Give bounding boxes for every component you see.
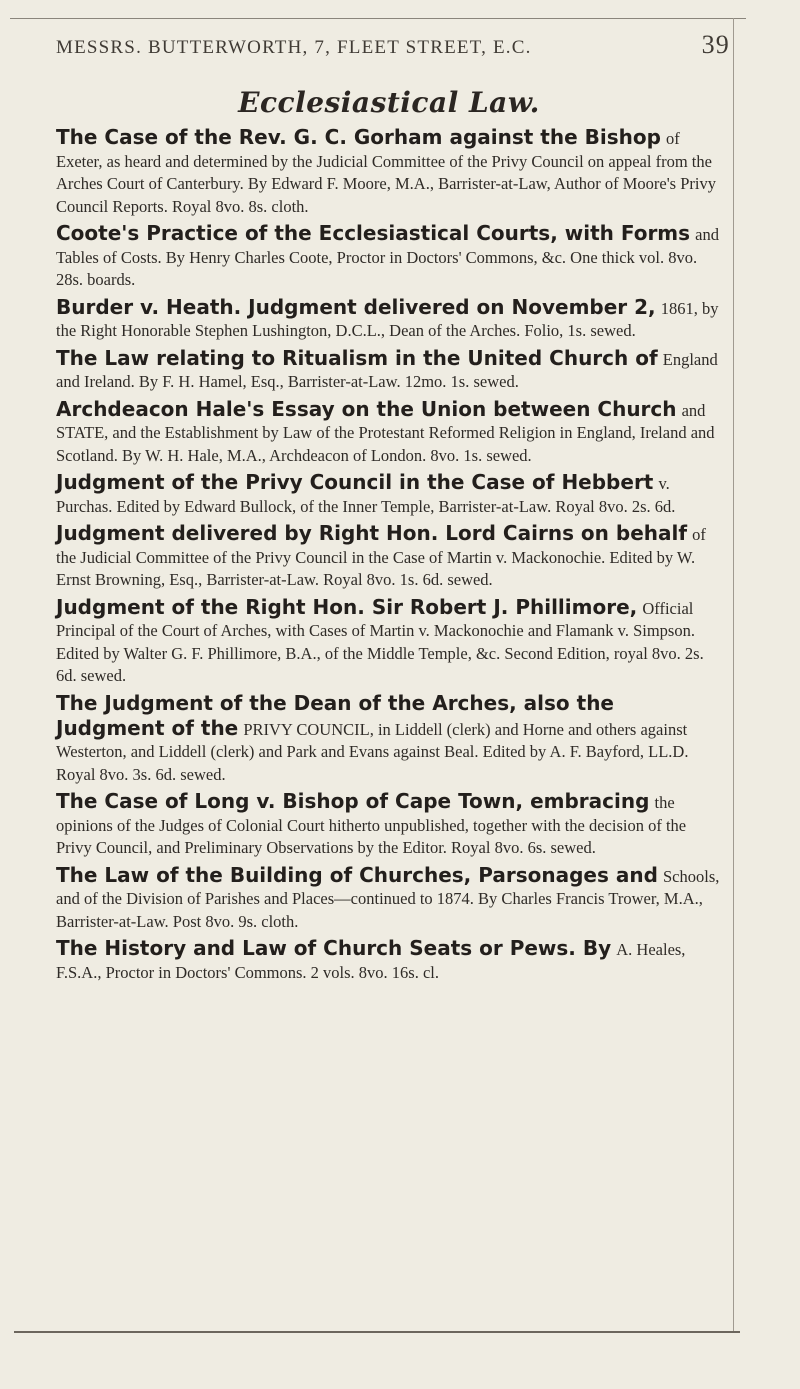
- entry-title: Burder v. Heath. Judgment delivered on November 2,: [56, 294, 656, 319]
- entry-body: Official Principal of the Court of Arches, with Cases of Martin v. Mackonochie and Flamank v. Simpson. Edited by Walter G. F. Phillimore, B.A., of the Middle Temple, &c. Second Edition, royal 8vo. 2s. 6d. sewed.: [56, 598, 704, 685]
- right-margin-line: [733, 18, 734, 1333]
- catalogue-entry: [56, 221, 722, 292]
- entry-body: A. Heales, F.S.A., Proctor in Doctors' Commons. 2 vols. 8vo. 16s. cl.: [56, 940, 686, 982]
- page-content: [56, 86, 722, 987]
- catalogue-entry: [56, 595, 722, 688]
- catalogue-entry: [56, 346, 722, 394]
- entry-title: Coote's Practice of the Ecclesiastical Courts, with Forms: [56, 221, 691, 245]
- entry-title: Judgment of the Privy Council in the Case of Hebbert: [56, 470, 654, 494]
- entry-title: The Case of the Rev. G. C. Gorham against the Bishop: [56, 125, 661, 149]
- entry-title: The Law relating to Ritualism in the United Church of: [56, 345, 658, 370]
- catalogue-entry: [56, 863, 722, 934]
- top-rule: [10, 18, 746, 19]
- entry-body: v. Purchas. Edited by Edward Bullock, of the Inner Temple, Barrister-at-Law. Royal 8vo. 2s. 6d.: [56, 474, 676, 516]
- entry-body: the opinions of the Judges of Colonial Court hitherto unpublished, together with the decision of the Privy Council, and Preliminary Observations by the Editor. Royal 8vo. 6s. sewed.: [56, 793, 687, 857]
- entry-body: PRIVY COUNCIL, in Liddell (clerk) and Horne and others against Westerton, and Liddell (clerk) and Park and Evans against Beal. Edited by A. F. Bayford, LL.D. Royal 8vo. 3s. 6d. sewed.: [56, 719, 689, 784]
- catalogue-entry: [56, 470, 722, 518]
- entry-title: Archdeacon Hale's Essay on the Union between Church: [56, 396, 677, 421]
- entry-title: Judgment delivered by Right Hon. Lord Cairns on behalf: [56, 521, 688, 545]
- catalogue-entry: [56, 789, 722, 860]
- catalogue-entry: [56, 521, 722, 592]
- entry-title: The Law of the Building of Churches, Parsonages and: [56, 862, 658, 887]
- entry-body: 1861, by the Right Honorable Stephen Lushington, D.C.L., Dean of the Arches. Folio, 1s. sewed.: [56, 298, 719, 340]
- entry-body: and Tables of Costs. By Henry Charles Coote, Proctor in Doctors' Commons, &c. One thick vol. 8vo. 28s. boards.: [56, 225, 719, 289]
- catalogue-entry: [56, 691, 722, 787]
- catalogue-entry: [56, 295, 722, 343]
- entry-title: The History and Law of Church Seats or Pews. By: [56, 936, 612, 960]
- entry-title: The Judgment of the Dean of the Arches, also the Judgment of the: [56, 690, 614, 740]
- page-number: 39: [701, 30, 730, 59]
- catalogue-entry: [56, 125, 722, 218]
- entry-body: England and Ireland. By F. H. Hamel, Esq., Barrister-at-Law. 12mo. 1s. sewed.: [56, 349, 718, 391]
- entry-body: and STATE, and the Establishment by Law of the Protestant Reformed Religion in England, Ireland and Scotland. By W. H. Hale, M.A., Archdeacon of London. 8vo. 1s. sewed.: [56, 400, 715, 465]
- entry-body: Schools, and of the Division of Parishes and Places—continued to 1874. By Charles Francis Trower, M.A., Barrister-at-Law. Post 8vo. 9s. cloth.: [56, 866, 720, 931]
- entry-title: The Case of Long v. Bishop of Cape Town, embracing: [56, 789, 650, 813]
- catalogue-entry: [56, 936, 722, 984]
- running-title: MESSRS. BUTTERWORTH, 7, FLEET STREET, E.C.: [56, 37, 532, 58]
- entry-body: of Exeter, as heard and determined by the Judicial Committee of the Privy Council on appeal from the Arches Court of Canterbury. By Edward F. Moore, M.A., Barrister-at-Law, Author of Moore's Privy Council Reports. Royal 8vo. 8s. cloth.: [56, 129, 716, 216]
- entry-title: Judgment of the Right Hon. Sir Robert J. Phillimore,: [56, 594, 638, 619]
- catalogue-entry: [56, 397, 722, 468]
- running-header: [56, 30, 730, 60]
- section-title: Ecclesiastical Law.: [238, 86, 540, 119]
- entry-body: of the Judicial Committee of the Privy Council in the Case of Martin v. Mackonochie. Edited by W. Ernst Browning, Esq., Barrister-at-Law. Royal 8vo. 1s. 6d. sewed.: [56, 525, 706, 589]
- bottom-rule: [14, 1331, 740, 1333]
